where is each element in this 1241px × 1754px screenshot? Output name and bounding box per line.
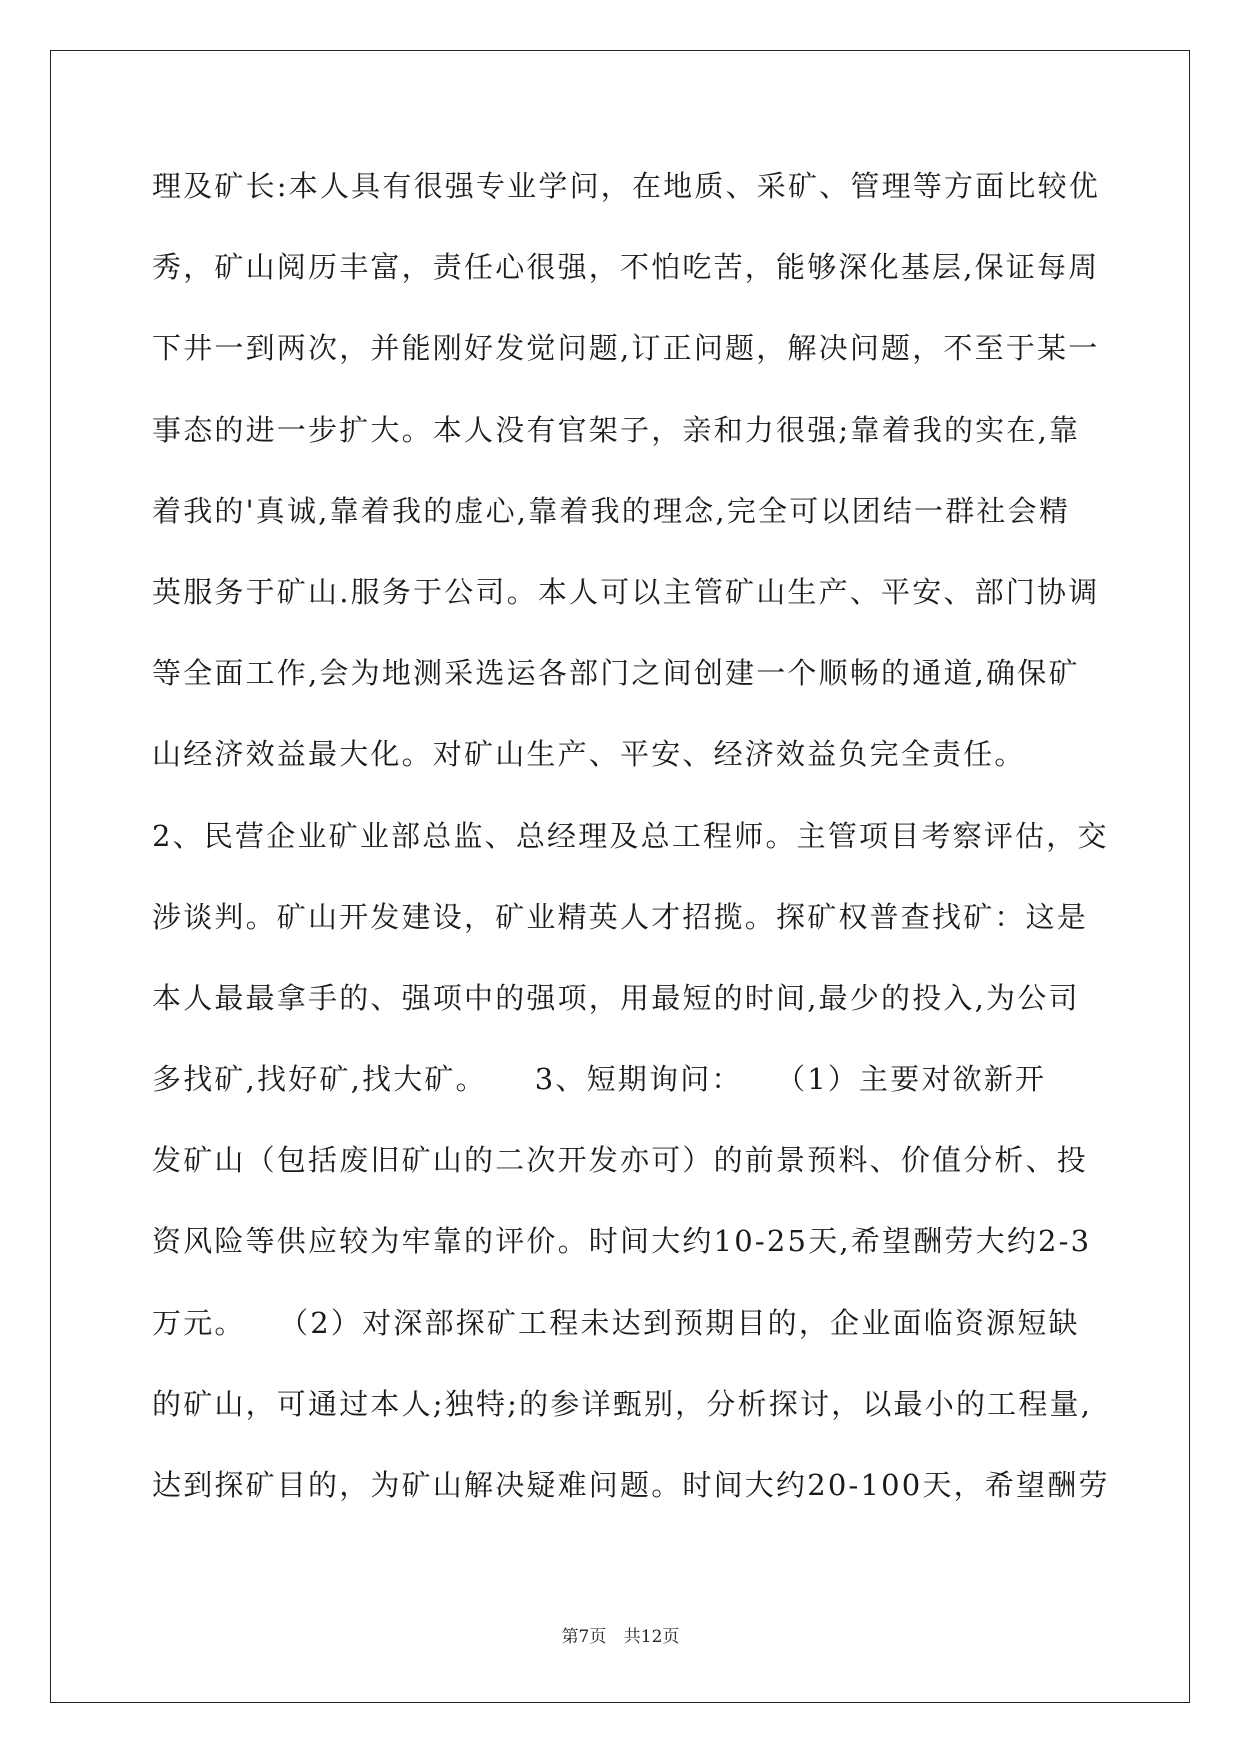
text-line: 理及矿长:本人具有很强专业学问，在地质、采矿、管理等方面比较优 [152,169,1100,203]
text-line: 等全面工作,会为地测采选运各部门之间创建一个顺畅的通道,确保矿 [152,656,1080,691]
text-line: 万元。 （2）对深部探矿工程未达到预期目的，企业面临资源短缺 [152,1305,1080,1340]
text-line: 山经济效益最大化。对矿山生产、平安、经济效益负完全责任。 [152,737,1026,772]
text-line: 事态的进一步扩大。本人没有官架子，亲和力很强;靠着我的实在,靠 [152,412,1081,447]
text-line: 秀，矿山阅历丰富，责任心很强，不怕吃苦，能够深化基层,保证每周 [152,250,1100,285]
text-line: 发矿山（包括废旧矿山的二次开发亦可）的前景预料、价值分析、投 [152,1143,1089,1178]
text-line: 下井一到两次，并能刚好发觉问题,订正问题，解决问题，不至于某一 [152,331,1100,366]
text-line: 2、民营企业矿业部总监、总经理及总工程师。主管项目考察评估，交 [152,818,1109,853]
page-footer [0,1622,1241,1647]
document-body [152,160,1110,1540]
page-number: 第7页 [561,1627,607,1647]
text-line: 资风险等供应较为牢靠的评价。时间大约10-25天,希望酬劳大约2-3 [152,1224,1092,1259]
text-line: 本人最最拿手的、强项中的强项，用最短的时间,最少的投入,为公司 [152,980,1080,1015]
total-pages: 共12页 [623,1627,680,1647]
text-line: 涉谈判。矿山开发建设，矿业精英人才招揽。探矿权普查找矿：这是 [152,899,1089,934]
text-line: 多找矿,找好矿,找大矿。 3、短期询问： （1）主要对欲新开 [152,1062,1047,1097]
text-line: 着我的'真诚,靠着我的虚心,靠着我的理念,完全可以团结一群社会精 [152,493,1071,528]
text-line: 英服务于矿山.服务于公司。本人可以主管矿山生产、平安、部门协调 [152,574,1100,609]
text-line: 的矿山，可通过本人;独特;的参详甄别，分析探讨，以最小的工程量, [152,1386,1093,1421]
text-line: 达到探矿目的，为矿山解决疑难问题。时间大约20-100天，希望酬劳 [152,1468,1110,1502]
